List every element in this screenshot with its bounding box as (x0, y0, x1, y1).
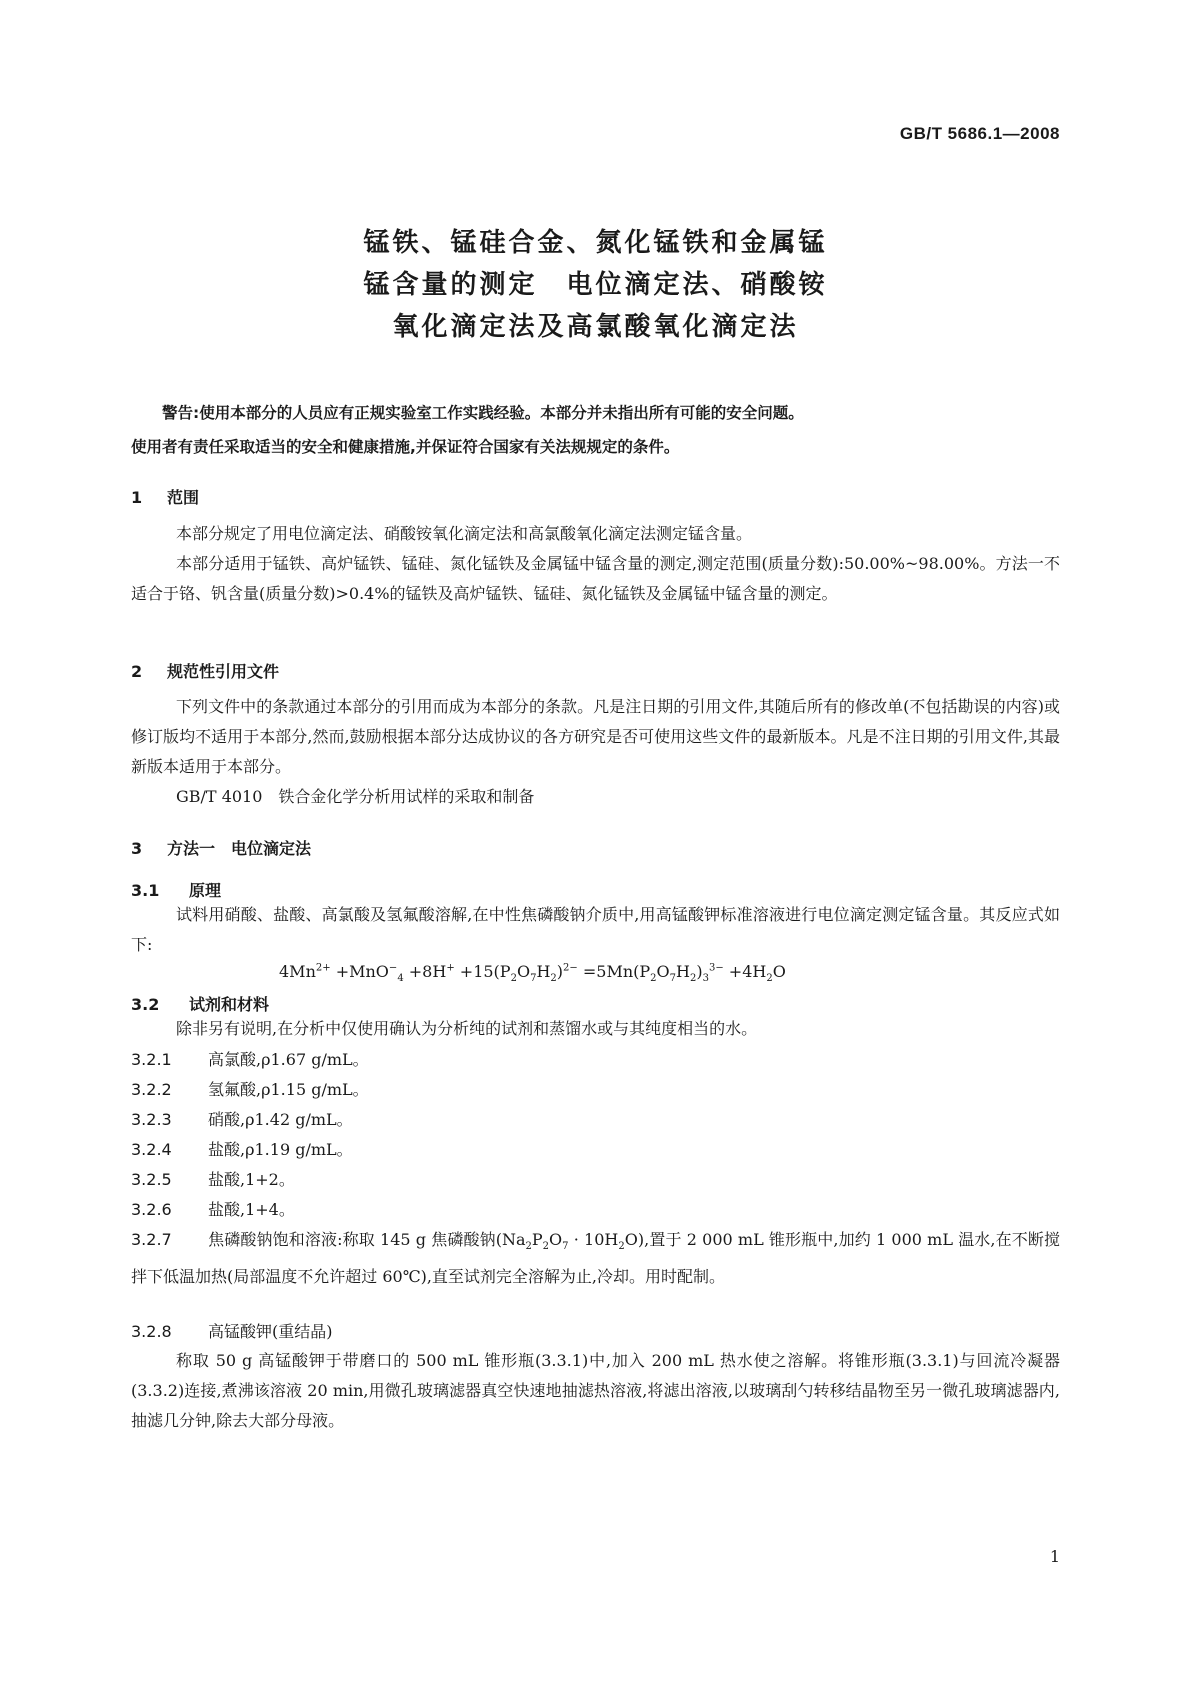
section-3-2-para: 除非另有说明,在分析中仅使用确认为分析纯的试剂和蒸馏水或与其纯度相当的水。 (176, 1019, 758, 1038)
title-line-3: 氧化滴定法及高氯酸氧化滴定法 (392, 312, 799, 342)
section-number: 3.1 (131, 881, 160, 900)
warning-line-1: 警告:使用本部分的人员应有正规实验室工作实践经验。本部分并未指出所有可能的安全问题。 (162, 404, 804, 422)
section-number: 1 (131, 488, 143, 507)
reagent-item: 3.2.5 盐酸,1+2。 (131, 1170, 295, 1189)
section-2-heading (131, 659, 279, 682)
warning-block (131, 396, 1060, 464)
reagent-3-2-8-para: 称取 50 g 高锰酸钾于带磨口的 500 mL 锥形瓶(3.3.1)中,加入 200 mL 热水使之溶解。将锥形瓶(3.3.1)与回流冷凝器(3.3.2)连接,煮沸该溶液 20 min,用微孔玻璃滤器真空快速地抽滤热溶液,将滤出溶液,以玻璃刮勺转移结晶物至另一微孔玻璃滤器内,抽滤几分钟,除去大部分母液。 (131, 1351, 1060, 1430)
warning-line-2: 使用者有责任采取适当的安全和健康措施,并保证符合国家有关法规规定的条件。 (131, 438, 680, 456)
reagent-item-3-2-7: 3.2.7 焦磷酸钠饱和溶液:称取 145 g 焦磷酸钠$(Na_2P_2O_7 \cdot 10H_2O)$,置于 2 000 mL 锥形瓶中,加约 1 000 mL 温水,在不断搅拌下低温加热(局部温度不允许超过 60℃),直至试剂完全溶解为止,冷却。用时配制。 (131, 1230, 1061, 1287)
reagent-item: 3.2.1 高氯酸,ρ1.67 g/mL。 (131, 1050, 369, 1069)
section-1-para-1: 本部分规定了用电位滴定法、硝酸铵氧化滴定法和高氯酸氧化滴定法测定锰含量。 (176, 524, 753, 543)
section-title: 范围 (167, 488, 200, 507)
section-title: 规范性引用文件 (167, 662, 280, 681)
section-3-2-heading (131, 992, 269, 1015)
reagent-item: 3.2.4 盐酸,ρ1.19 g/mL。 (131, 1140, 353, 1159)
title-line-1: 锰铁、锰硅合金、氮化锰铁和金属锰 (363, 228, 828, 258)
title-line-2: 锰含量的测定 电位滴定法、硝酸铵 (363, 270, 828, 300)
reagent-item-3-2-8: 3.2.8 高锰酸钾(重结晶) (131, 1322, 333, 1341)
section-title: 试剂和材料 (189, 995, 270, 1014)
section-number: 3 (131, 839, 143, 858)
standard-number: GB/T 5686.1—2008 (899, 124, 1060, 143)
section-2-reference: GB/T 4010 铁合金化学分析用试样的采取和制备 (176, 787, 535, 806)
section-2-para-1: 下列文件中的条款通过本部分的引用而成为本部分的条款。凡是注日期的引用文件,其随后所有的修改单(不包括勘误的内容)或修订版均不适用于本部分,然而,鼓励根据本部分达成协议的各方研究是否可使用这些文件的最新版本。凡是不注日期的引用文件,其最新版本适用于本部分。 (131, 697, 1060, 776)
section-title: 原理 (189, 881, 222, 900)
section-number: 2 (131, 662, 143, 681)
section-1-heading (131, 485, 199, 508)
reagent-item: 3.2.3 硝酸,ρ1.42 g/mL。 (131, 1110, 353, 1129)
section-3-1-para: 试料用硝酸、盐酸、高氯酸及氢氟酸溶解,在中性焦磷酸钠介质中,用高锰酸钾标准溶液进行电位滴定测定锰含量。其反应式如下: (131, 905, 1060, 954)
section-title: 方法一 电位滴定法 (167, 839, 312, 858)
reagent-item: 3.2.2 氢氟酸,ρ1.15 g/mL。 (131, 1080, 369, 1099)
reaction-formula: $4Mn^{2+} +MnO^-_4 +8H^+ +15(P_2O_7H_2)^{2-} =5Mn(P_2O_7H_2)_3^{3-} +4H_2O$ (279, 962, 786, 985)
section-3-1-heading (131, 878, 221, 901)
section-3-heading (131, 836, 311, 859)
page-number: 1 (1049, 1547, 1060, 1566)
section-1-para-2: 本部分适用于锰铁、高炉锰铁、锰硅、氮化锰铁及金属锰中锰含量的测定,测定范围(质量分数):50.00%~98.00%。方法一不适合于铬、钒含量(质量分数)>0.4%的锰铁及高炉锰铁、锰硅、氮化锰铁及金属锰中锰含量的测定。 (131, 554, 1060, 603)
section-number: 3.2 (131, 995, 160, 1014)
reagent-item: 3.2.6 盐酸,1+4。 (131, 1200, 295, 1219)
